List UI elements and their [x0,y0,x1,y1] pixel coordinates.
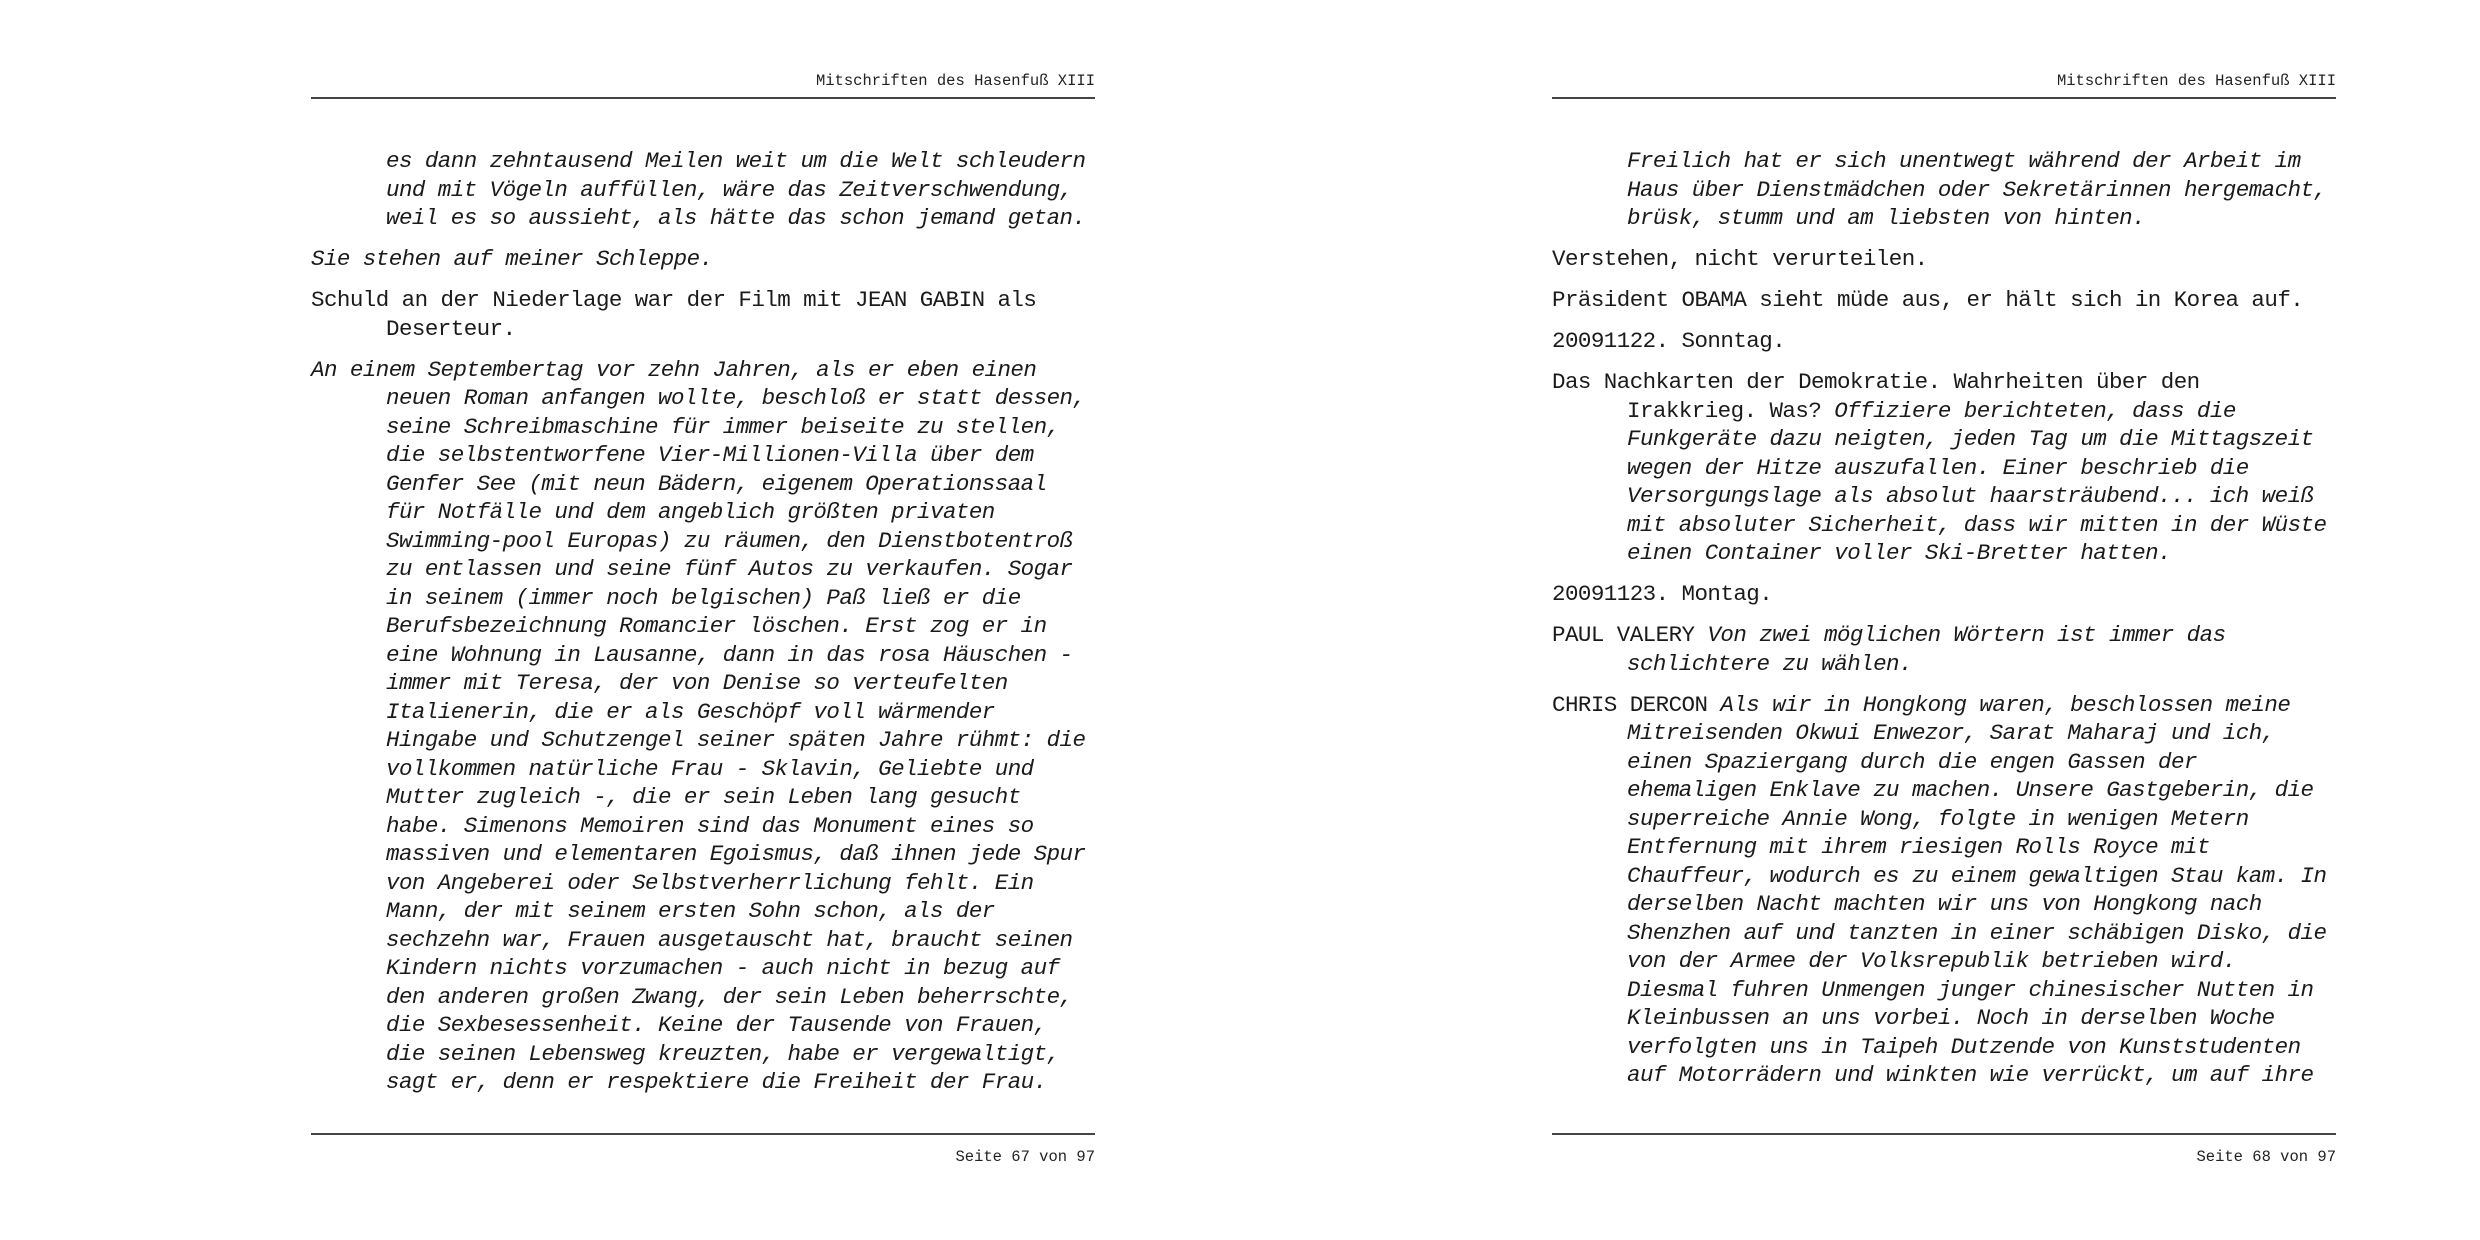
header-rule [311,97,1095,99]
running-header: Mitschriften des Hasenfuß XIII [815,72,1095,90]
page-body [311,147,1095,1109]
page-body [1552,147,2336,1102]
paragraph-lead: Das Nachkarten der Demokratie. Wahrheiten über den Irakkrieg. Was? [1552,369,2200,424]
quote-paragraph [1552,691,2336,1090]
paragraph [1552,368,2336,568]
page-number: Seite 68 von 97 [2196,1148,2336,1166]
quote-text: Von zwei möglichen Wörtern ist immer das schlichtere zu wählen. [1627,622,2226,677]
page-number: Seite 67 von 97 [955,1148,1095,1166]
footer-rule [311,1133,1095,1135]
quote-paragraph [1552,621,2336,678]
left-page [311,0,1095,1240]
paragraph: Verstehen, nicht verurteilen. [1552,246,1928,272]
footer-rule [1552,1133,2336,1135]
date-entry: 20091123. Montag. [1552,581,1773,607]
header-rule [1552,97,2336,99]
paragraph: Sie stehen auf meiner Schleppe. [311,246,713,272]
quote-text: Offiziere berichteten, dass die Funkgeräte dazu neigten, jeden Tag um die Mittagszeit wegen der Hitze auszufallen. Einer beschrieb die Versorgungslage als absolut haarsträubend... ich weiß mit absoluter Sicherheit, dass wir mitten in der Wüste einen Container voller Ski-Bretter hatten. [1627,397,2327,566]
paragraph: An einem Septembertag vor zehn Jahren, als er eben einen neuen Roman anfangen wollte, beschloß er statt dessen, seine Schreibmaschine für immer beiseite zu stellen, die selbstentworfene Vier-Millionen-Villa über dem Genfer See (mit neun Bädern, eigenem Operationssaal für Notfälle und dem angeblich größten privaten Swimming-pool Europas) zu räumen, den Dienstbotentroß zu entlassen und seine fünf Autos zu verkaufen. Sogar in seinem (immer noch belgischen) Paß ließ er die Berufsbezeichnung Romancier löschen. Erst zog er in eine Wohnung in Lausanne, dann in das rosa Häuschen - immer mit Teresa, der von Denise so verteufelten Italienerin, die er als Geschöpf voll wärmender Hingabe und Schutzengel seiner späten Jahre rühmt: die vollkommen natürliche Frau - Sklavin, Geliebte und Mutter zugleich -, die er sein Leben lang gesucht habe. Simenons Memoiren sind das Monument eines so massiven und elementaren Egoismus, daß ihnen jede Spur von Angeberei oder Selbstverherrlichung fehlt. Ein Mann, der mit seinem ersten Sohn schon, als der sechzehn war, Frauen ausgetauscht hat, braucht seinen Kindern nichts vorzumachen - auch nicht in bezug auf den anderen großen Zwang, der sein Leben beherrschte, die Sexbesessenheit. Keine der Tausende von Frauen, die seinen Lebensweg kreuzten, habe er vergewaltigt, sagt er, denn er respektiere die Freiheit der Frau. [311,356,1086,1095]
paragraph-continuation: Freilich hat er sich unentwegt während der Arbeit im Haus über Dienstmädchen oder Sekretärinnen hergemacht, brüsk, stumm und am liebsten von hinten. [1627,148,2327,231]
date-entry: 20091122. Sonntag. [1552,328,1786,354]
paragraph-continuation: es dann zehntausend Meilen weit um die Welt schleudern und mit Vögeln auffüllen, wäre das Zeitverschwendung, weil es so aussieht, als hätte das schon jemand getan. [386,148,1086,231]
right-page [1552,0,2336,1240]
quote-author: PAUL VALERY [1552,622,1695,648]
quote-text: Als wir in Hongkong waren, beschlossen meine Mitreisenden Okwui Enwezor, Sarat Maharaj und ich, einen Spaziergang durch die engen Gassen der ehemaligen Enklave zu machen. Unsere Gastgeberin, die superreiche Annie Wong, folgte in wenigen Metern Entfernung mit ihrem riesigen Rolls Royce mit Chauffeur, wodurch es zu einem gewaltigen Stau kam. In derselben Nacht machten wir uns von Hongkong nach Shenzhen auf und tanzten in einer schäbigen Disko, die von der Armee der Volksrepublik betrieben wird. Diesmal fuhren Unmengen junger chinesischer Nutten in Kleinbussen an uns vorbei. Noch in derselben Woche verfolgten uns in Taipeh Dutzende von Kunststudenten auf Motorrädern und winkten wie verrückt, um auf ihre [1627,691,2327,1088]
running-header: Mitschriften des Hasenfuß XIII [2056,72,2336,90]
paragraph: Präsident OBAMA sieht müde aus, er hält sich in Korea auf. [1552,287,2304,313]
paragraph: Schuld an der Niederlage war der Film mit JEAN GABIN als Deserteur. [311,287,1037,342]
quote-author: CHRIS DERCON [1552,691,1708,718]
